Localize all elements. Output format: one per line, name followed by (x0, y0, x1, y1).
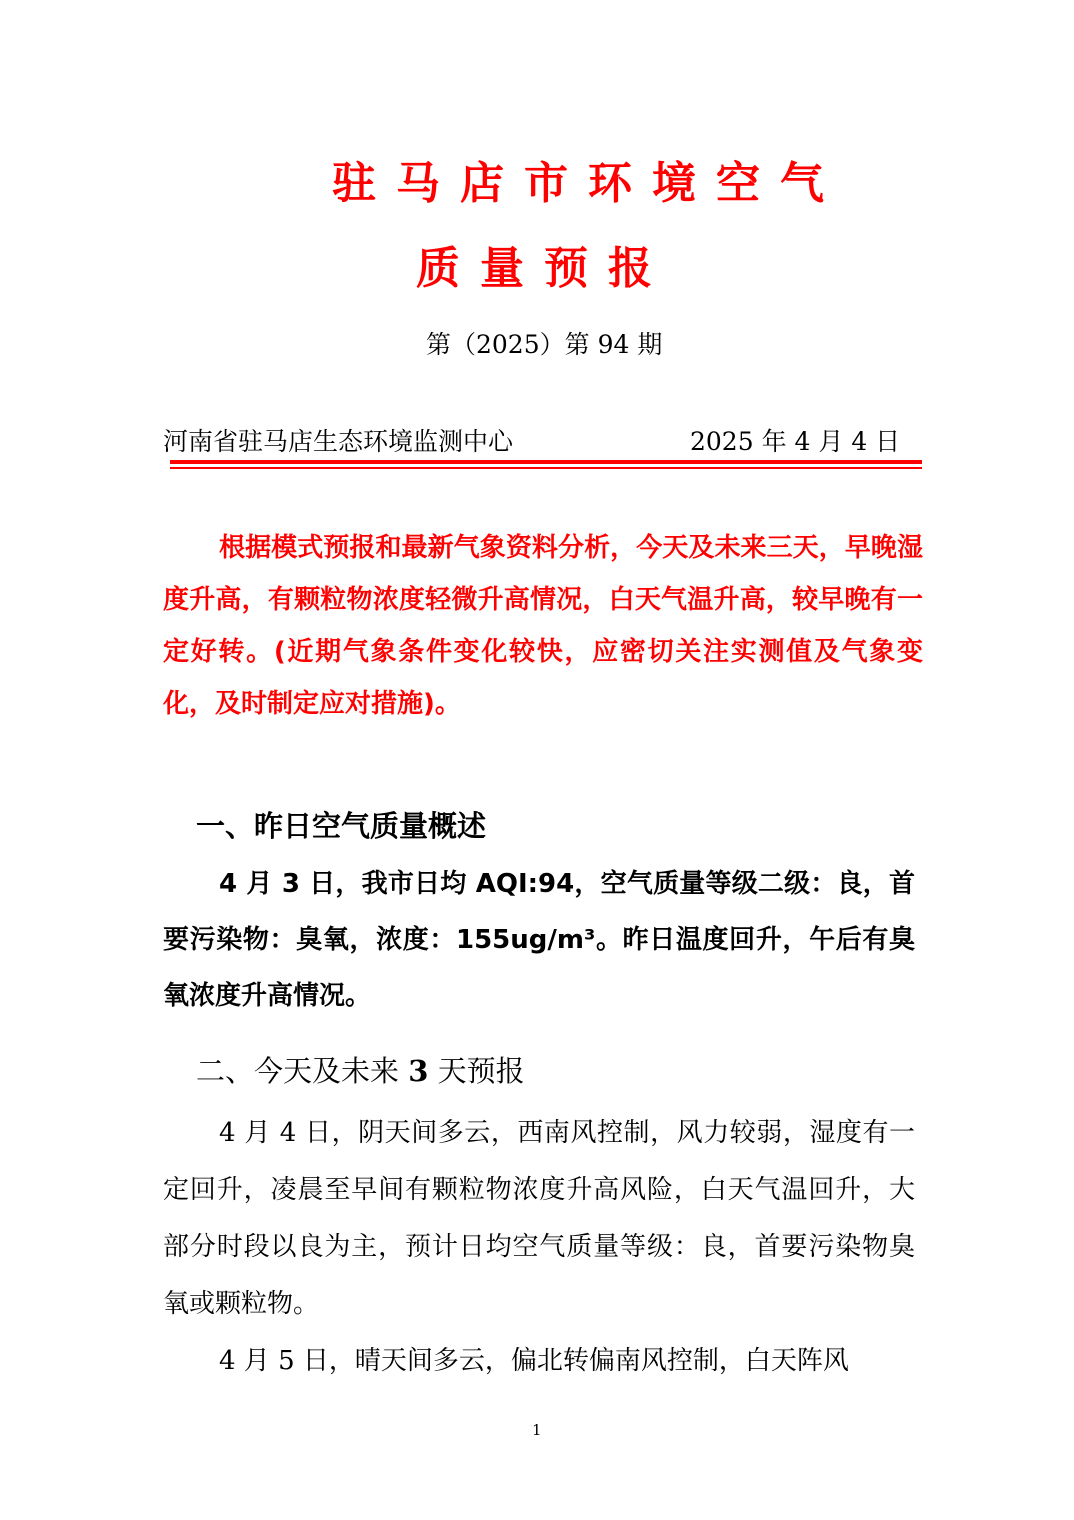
page-number: 1 (532, 1421, 542, 1439)
report-title-line1: 驻马店市环境空气 (332, 158, 844, 209)
header-rule-thin (170, 467, 922, 469)
section2-heading-suffix: 天预报 (428, 1054, 525, 1088)
section1-paragraph: 4 月 3 日，我市日均 AQI:94，空气质量等级二级：良，首要污染物：臭氧，浓度：155ug/m³。昨日温度回升，午后有臭氧浓度升高情况。 (163, 869, 915, 1011)
organization-name: 河南省驻马店生态环境监测中心 (163, 427, 514, 456)
report-date: 2025 年 4 月 4 日 (690, 427, 901, 456)
forecast-paragraph-apr5: 4 月 5 日，晴天间多云，偏北转偏南风控制，白天阵风 (219, 1346, 849, 1376)
report-title-line2: 质量预报 (416, 243, 672, 294)
section2-heading-number: 3 (408, 1054, 429, 1088)
section1-heading: 一、昨日空气质量概述 (196, 809, 487, 843)
section2-heading-prefix: 二、今天及未来 (196, 1054, 409, 1088)
issue-number: 第（2025）第 94 期 (426, 330, 663, 359)
forecast-paragraph-apr4: 4 月 4 日，阴天间多云，西南风控制，风力较弱，湿度有一定回升，凌晨至早间有颗粒物浓度升高风险，白天气温回升，大部分时段以良为主，预计日均空气质量等级：良，首要污染物臭氧或颗粒物。 (163, 1118, 915, 1319)
section2-heading (196, 1050, 525, 1092)
header-rule-thick (170, 460, 922, 464)
forecast-summary: 根据模式预报和最新气象资料分析，今天及未来三天，早晚湿度升高，有颗粒物浓度轻微升高情况，白天气温升高，较早晚有一定好转。(近期气象条件变化较快，应密切关注实测值及气象变化，及时制定应对措施)。 (163, 533, 923, 719)
